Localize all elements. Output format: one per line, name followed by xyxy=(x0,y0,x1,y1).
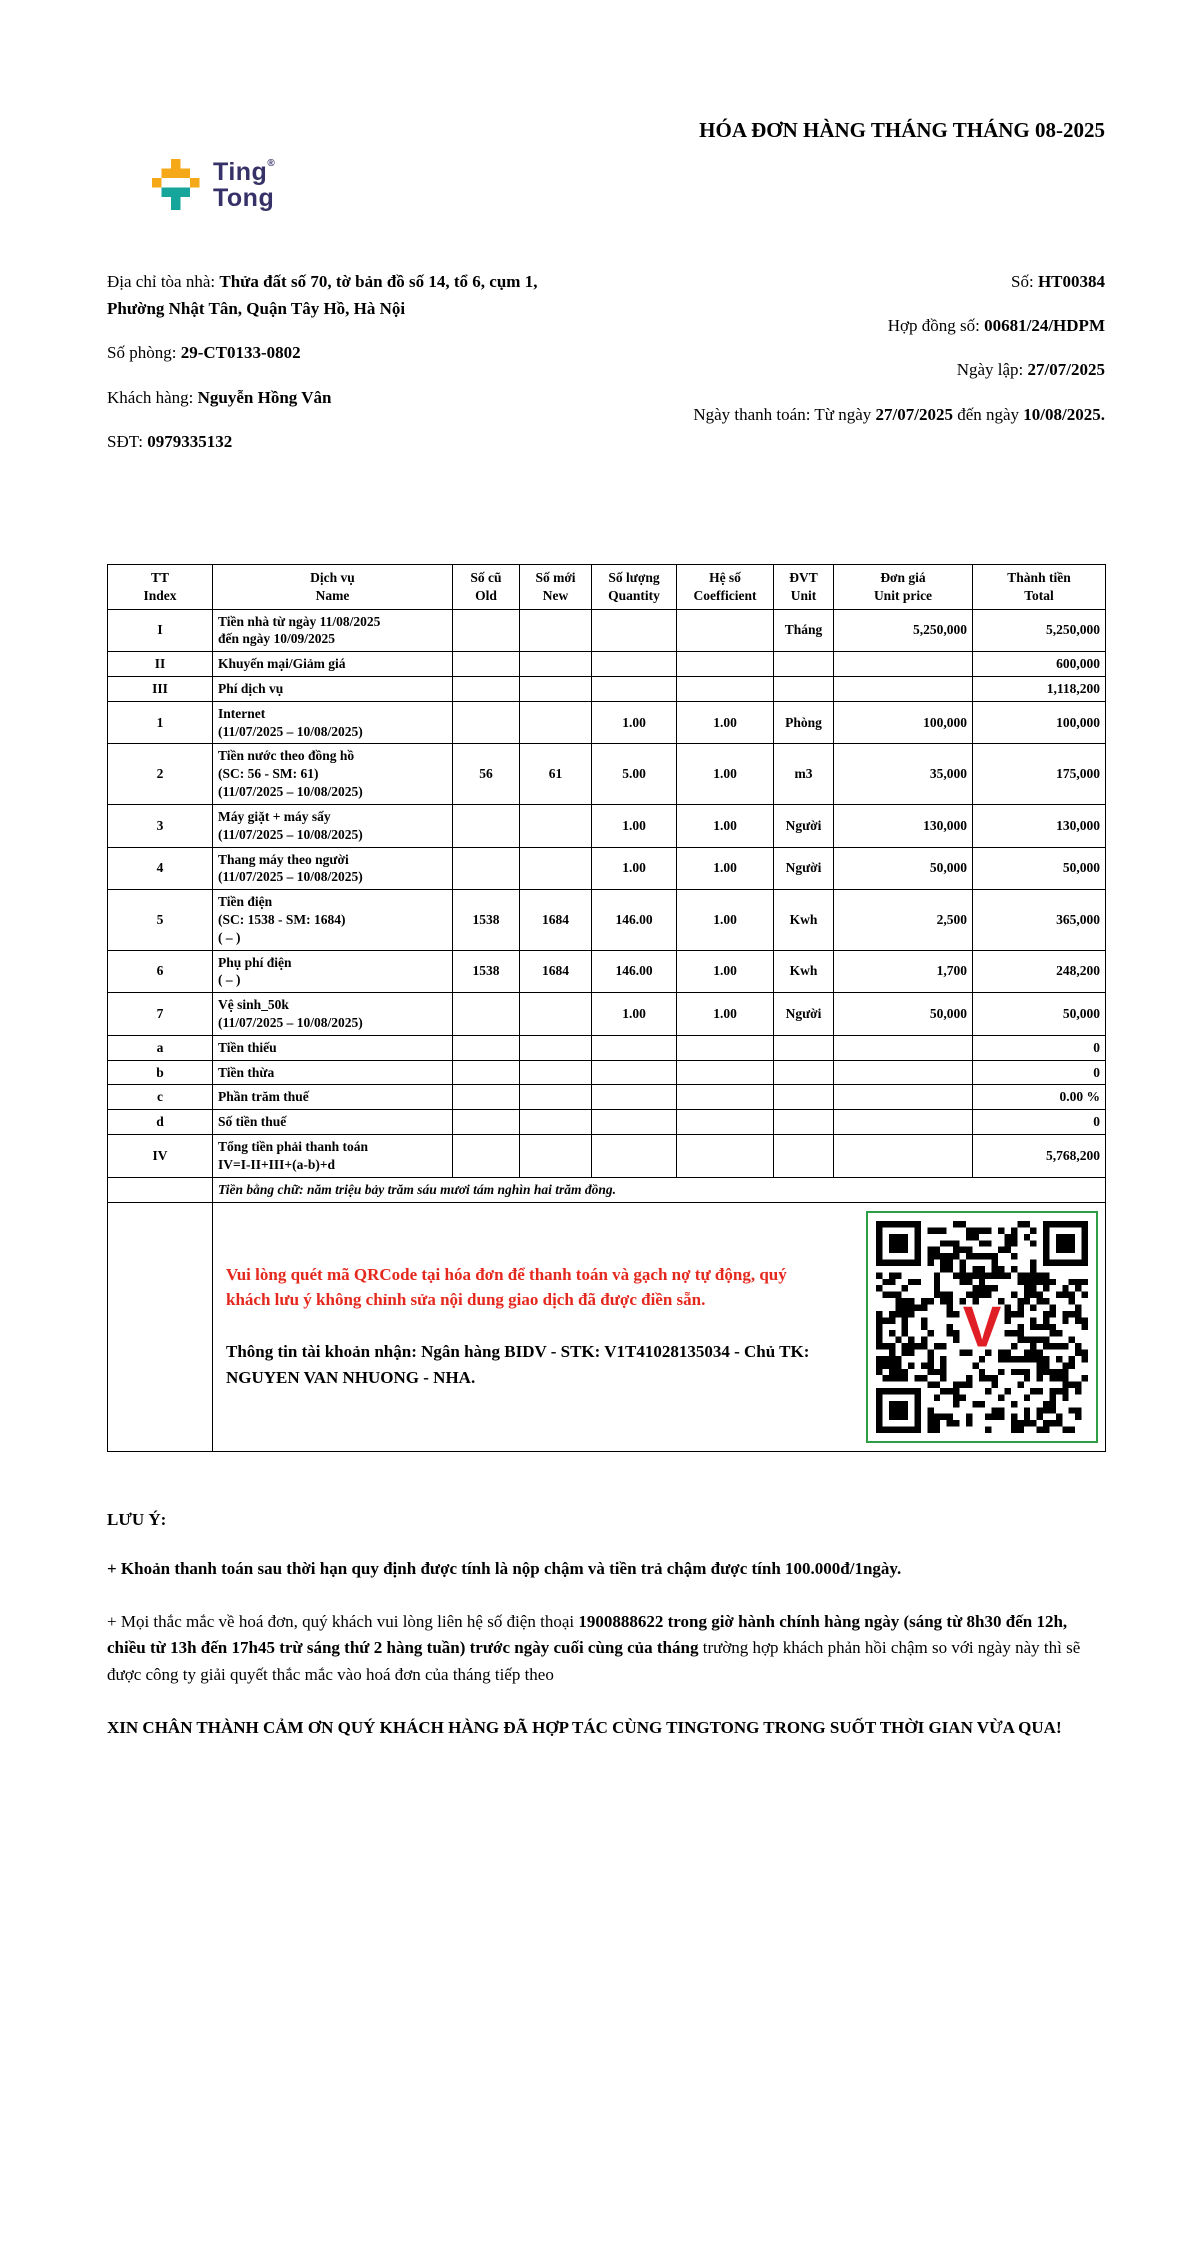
invoice-title: HÓA ĐƠN HÀNG THÁNG THÁNG 08-2025 xyxy=(699,118,1105,142)
cell-qty: 146.00 xyxy=(592,950,677,993)
cell-name: Tiền thừa xyxy=(213,1060,453,1085)
cell-price xyxy=(834,677,973,702)
cell-qty xyxy=(592,1110,677,1135)
cell-coef: 1.00 xyxy=(677,950,774,993)
cell-total: 50,000 xyxy=(973,847,1106,890)
column-header-2: Số cũ Old xyxy=(453,564,520,609)
customer-name: Khách hàng: Nguyễn Hồng Vân xyxy=(107,387,332,407)
cell-total: 0 xyxy=(973,1035,1106,1060)
table-row xyxy=(108,1110,1106,1135)
cell-unit xyxy=(774,1085,834,1110)
cell-qty xyxy=(592,1135,677,1178)
cell-old: 56 xyxy=(453,744,520,804)
tingtong-logo-text xyxy=(213,159,275,211)
cell-tt: 3 xyxy=(108,804,213,847)
table-row xyxy=(108,993,1106,1036)
cell-name: Internet (11/07/2025 – 10/08/2025) xyxy=(213,701,453,744)
logo-word-bottom: Tong xyxy=(213,184,275,212)
cell-tt: I xyxy=(108,609,213,652)
cell-tt: a xyxy=(108,1035,213,1060)
cell-qty: 5.00 xyxy=(592,744,677,804)
cell-tt: 7 xyxy=(108,993,213,1036)
table-row xyxy=(108,890,1106,950)
header xyxy=(107,115,1105,216)
cell-new xyxy=(520,1085,592,1110)
cell-name: Phí dịch vụ xyxy=(213,677,453,702)
cell-new xyxy=(520,677,592,702)
cell-new: 1684 xyxy=(520,890,592,950)
cell-total: 0 xyxy=(973,1060,1106,1085)
cell-tt: c xyxy=(108,1085,213,1110)
cell-new xyxy=(520,847,592,890)
cell-old xyxy=(453,1035,520,1060)
table-row xyxy=(108,1035,1106,1060)
cell-unit: m3 xyxy=(774,744,834,804)
column-header-6: ĐVT Unit xyxy=(774,564,834,609)
cell-price: 2,500 xyxy=(834,890,973,950)
table-row xyxy=(108,1085,1106,1110)
cell-total: 130,000 xyxy=(973,804,1106,847)
cell-total: 50,000 xyxy=(973,993,1106,1036)
services-table-body xyxy=(108,609,1106,1177)
cell-qty: 1.00 xyxy=(592,701,677,744)
cell-empty xyxy=(108,1202,213,1451)
cell-name: Tiền điện (SC: 1538 - SM: 1684) ( – ) xyxy=(213,890,453,950)
cell-name: Tiền thiếu xyxy=(213,1035,453,1060)
cell-unit xyxy=(774,1035,834,1060)
cell-tt: II xyxy=(108,652,213,677)
qr-texts xyxy=(218,1262,826,1392)
qr-section xyxy=(213,1202,1106,1451)
cell-name: Số tiền thuế xyxy=(213,1110,453,1135)
cell-price: 1,700 xyxy=(834,950,973,993)
cell-unit xyxy=(774,1060,834,1085)
tingtong-logo-icon xyxy=(152,159,200,216)
amount-in-words-row xyxy=(108,1177,1106,1202)
table-header-row xyxy=(108,564,1106,609)
cell-tt: 5 xyxy=(108,890,213,950)
table-row xyxy=(108,1135,1106,1178)
cell-qty: 1.00 xyxy=(592,804,677,847)
cell-price xyxy=(834,1110,973,1135)
cell-coef xyxy=(677,609,774,652)
cell-qty: 146.00 xyxy=(592,890,677,950)
cell-unit: Tháng xyxy=(774,609,834,652)
cell-unit xyxy=(774,1110,834,1135)
cell-coef xyxy=(677,1110,774,1135)
invoice-meta xyxy=(645,268,1105,472)
cell-new xyxy=(520,1035,592,1060)
room-number: Số phòng: 29-CT0133-0802 xyxy=(107,343,301,363)
cell-name: Tiền nước theo đồng hồ (SC: 56 - SM: 61) (11/07/2025 – 10/08/2025) xyxy=(213,744,453,804)
cell-old xyxy=(453,1135,520,1178)
cell-tt: 4 xyxy=(108,847,213,890)
table-row xyxy=(108,609,1106,652)
cell-total: 5,250,000 xyxy=(973,609,1106,652)
contact-note: + Mọi thắc mắc về hoá đơn, quý khách vui lòng liên hệ số điện thoại 1900888622 trong giờ hành chính hàng ngày (sáng từ 8h30 đến 12h, chiều từ 13h đến 17h45 trừ sáng thứ 2 hàng tuần) trước ngày cuối cùng của tháng trường hợp khách phản hồi chậm so với ngày này thì sẽ được công ty giải quyết thắc mắc vào hoá đơn của tháng tiếp theo xyxy=(107,1611,1081,1684)
cell-total: 175,000 xyxy=(973,744,1106,804)
notes-section xyxy=(107,1510,1105,1742)
cell-new xyxy=(520,701,592,744)
invoice-info xyxy=(107,268,1105,472)
cell-price xyxy=(834,1085,973,1110)
cell-old: 1538 xyxy=(453,950,520,993)
cell-total: 248,200 xyxy=(973,950,1106,993)
table-row xyxy=(108,804,1106,847)
cell-total: 0 xyxy=(973,1110,1106,1135)
bank-account-info: Thông tin tài khoản nhận: Ngân hàng BIDV - STK: V1T41028135034 - Chủ TK: NGUYEN VAN NHUONG - NHA. xyxy=(226,1341,810,1387)
cell-old xyxy=(453,677,520,702)
cell-tt: 2 xyxy=(108,744,213,804)
cell-coef: 1.00 xyxy=(677,744,774,804)
cell-unit xyxy=(774,1135,834,1178)
tingtong-logo xyxy=(152,159,275,216)
cell-qty xyxy=(592,1060,677,1085)
cell-new xyxy=(520,609,592,652)
column-header-1: Dịch vụ Name xyxy=(213,564,453,609)
cell-coef xyxy=(677,1060,774,1085)
cell-qty: 1.00 xyxy=(592,993,677,1036)
cell-total: 100,000 xyxy=(973,701,1106,744)
logo-word-top: Ting xyxy=(213,158,268,186)
thank-you-note: XIN CHÂN THÀNH CẢM ƠN QUÝ KHÁCH HÀNG ĐÃ HỢP TÁC CÙNG TINGTONG TRONG SUỐT THỜI GIAN VỪA QUA! xyxy=(107,1717,1062,1737)
cell-coef xyxy=(677,1135,774,1178)
cell-old xyxy=(453,1110,520,1135)
svg-text:V: V xyxy=(962,1295,1002,1360)
cell-coef: 1.00 xyxy=(677,847,774,890)
cell-coef xyxy=(677,1085,774,1110)
cell-name: Vệ sinh_50k (11/07/2025 – 10/08/2025) xyxy=(213,993,453,1036)
column-header-0: TT Index xyxy=(108,564,213,609)
cell-unit: Kwh xyxy=(774,950,834,993)
cell-old: 1538 xyxy=(453,890,520,950)
table-row xyxy=(108,950,1106,993)
cell-name: Tiền nhà từ ngày 11/08/2025 đến ngày 10/09/2025 xyxy=(213,609,453,652)
qr-payment-notice: Vui lòng quét mã QRCode tại hóa đơn để thanh toán và gạch nợ tự động, quý khách lưu ý không chỉnh sửa nội dung giao dịch đã được điền sẵn. xyxy=(226,1264,787,1310)
table-row xyxy=(108,701,1106,744)
cell-coef xyxy=(677,652,774,677)
notes-heading: LƯU Ý: xyxy=(107,1509,167,1529)
phone-number: SĐT: 0979335132 xyxy=(107,431,233,451)
column-header-8: Thành tiền Total xyxy=(973,564,1106,609)
cell-new: 1684 xyxy=(520,950,592,993)
building-address: Địa chỉ tòa nhà: Thửa đất số 70, tờ bản đồ số 14, tổ 6, cụm 1, Phường Nhật Tân, Quận Tây Hồ, Hà Nội xyxy=(107,272,538,319)
cell-name: Máy giặt + máy sấy (11/07/2025 – 10/08/2025) xyxy=(213,804,453,847)
cell-coef xyxy=(677,677,774,702)
cell-unit: Kwh xyxy=(774,890,834,950)
cell-old xyxy=(453,1060,520,1085)
cell-empty xyxy=(108,1177,213,1202)
cell-tt: b xyxy=(108,1060,213,1085)
late-payment-note: + Khoản thanh toán sau thời hạn quy định được tính là nộp chậm và tiền trả chậm được tính 100.000đ/1ngày. xyxy=(107,1558,902,1578)
amount-in-words: Tiền bằng chữ: năm triệu bảy trăm sáu mươi tám nghìn hai trăm đồng. xyxy=(213,1177,1106,1202)
cell-tt: 1 xyxy=(108,701,213,744)
services-table xyxy=(107,564,1106,1452)
cell-name: Khuyến mại/Giảm giá xyxy=(213,652,453,677)
cell-total: 1,118,200 xyxy=(973,677,1106,702)
cell-price xyxy=(834,1035,973,1060)
cell-new xyxy=(520,652,592,677)
cell-name: Phần trăm thuế xyxy=(213,1085,453,1110)
qr-row xyxy=(108,1202,1106,1451)
cell-total: 0.00 % xyxy=(973,1085,1106,1110)
cell-name: Thang máy theo người (11/07/2025 – 10/08/2025) xyxy=(213,847,453,890)
cell-new xyxy=(520,1060,592,1085)
column-header-4: Số lượng Quantity xyxy=(592,564,677,609)
cell-qty xyxy=(592,1085,677,1110)
cell-total: 600,000 xyxy=(973,652,1106,677)
cell-price xyxy=(834,1060,973,1085)
cell-coef: 1.00 xyxy=(677,993,774,1036)
table-row xyxy=(108,744,1106,804)
cell-old xyxy=(453,1085,520,1110)
column-header-7: Đơn giá Unit price xyxy=(834,564,973,609)
cell-unit xyxy=(774,652,834,677)
issue-date: Ngày lập: 27/07/2025 xyxy=(956,360,1105,380)
cell-old xyxy=(453,847,520,890)
cell-new xyxy=(520,1135,592,1178)
contract-number: Hợp đồng số: 00681/24/HDPM xyxy=(887,316,1105,336)
qr-code xyxy=(866,1211,1098,1443)
cell-tt: 6 xyxy=(108,950,213,993)
cell-new xyxy=(520,804,592,847)
cell-tt: IV xyxy=(108,1135,213,1178)
cell-total: 5,768,200 xyxy=(973,1135,1106,1178)
cell-new: 61 xyxy=(520,744,592,804)
cell-coef xyxy=(677,1035,774,1060)
cell-new xyxy=(520,1110,592,1135)
cell-qty: 1.00 xyxy=(592,847,677,890)
cell-coef: 1.00 xyxy=(677,890,774,950)
column-header-3: Số mới New xyxy=(520,564,592,609)
cell-price xyxy=(834,652,973,677)
cell-tt: d xyxy=(108,1110,213,1135)
cell-old xyxy=(453,701,520,744)
cell-unit: Người xyxy=(774,993,834,1036)
cell-qty xyxy=(592,609,677,652)
cell-name: Tổng tiền phải thanh toán IV=I-II+III+(a-b)+d xyxy=(213,1135,453,1178)
cell-qty xyxy=(592,677,677,702)
cell-name: Phụ phí điện ( – ) xyxy=(213,950,453,993)
cell-coef: 1.00 xyxy=(677,701,774,744)
payment-period: Ngày thanh toán: Từ ngày 27/07/2025 đến ngày 10/08/2025. xyxy=(693,404,1105,424)
cell-qty xyxy=(592,652,677,677)
cell-price xyxy=(834,1135,973,1178)
cell-price: 35,000 xyxy=(834,744,973,804)
table-row xyxy=(108,847,1106,890)
cell-old xyxy=(453,609,520,652)
customer-info xyxy=(107,268,587,472)
cell-old xyxy=(453,804,520,847)
cell-price: 130,000 xyxy=(834,804,973,847)
cell-qty xyxy=(592,1035,677,1060)
registered-mark: ® xyxy=(267,158,276,169)
cell-unit: Người xyxy=(774,804,834,847)
table-row xyxy=(108,677,1106,702)
cell-unit xyxy=(774,677,834,702)
cell-price: 5,250,000 xyxy=(834,609,973,652)
cell-tt: III xyxy=(108,677,213,702)
table-row xyxy=(108,652,1106,677)
cell-price: 50,000 xyxy=(834,993,973,1036)
cell-unit: Phòng xyxy=(774,701,834,744)
cell-old xyxy=(453,993,520,1036)
cell-old xyxy=(453,652,520,677)
table-row xyxy=(108,1060,1106,1085)
cell-price: 100,000 xyxy=(834,701,973,744)
invoice-number: Số: HT00384 xyxy=(1011,272,1105,291)
cell-total: 365,000 xyxy=(973,890,1106,950)
cell-coef: 1.00 xyxy=(677,804,774,847)
cell-new xyxy=(520,993,592,1036)
cell-price: 50,000 xyxy=(834,847,973,890)
column-header-5: Hệ số Coefficient xyxy=(677,564,774,609)
cell-unit: Người xyxy=(774,847,834,890)
